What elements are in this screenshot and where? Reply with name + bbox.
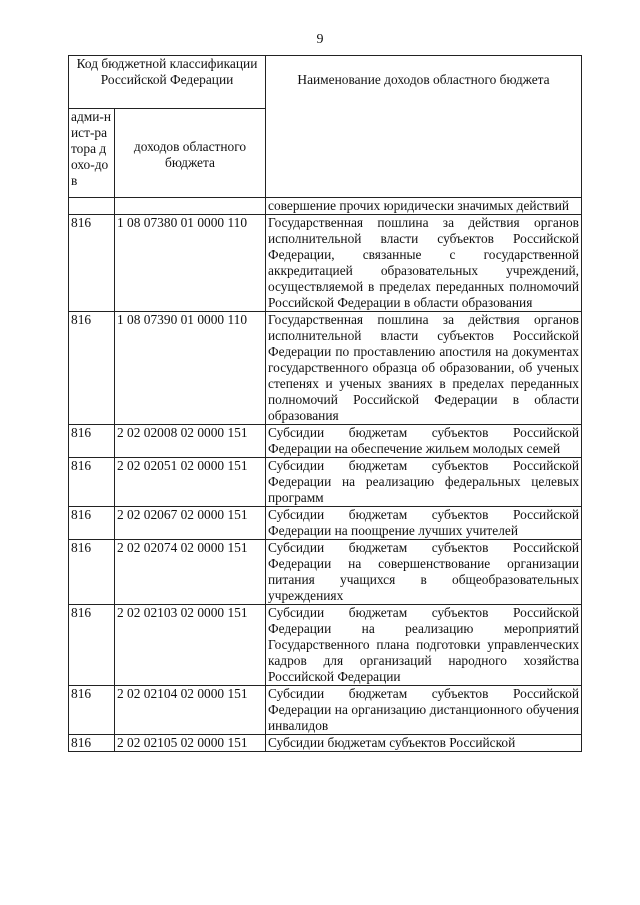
table-row: [69, 735, 582, 752]
budget-classification-table: [68, 55, 582, 752]
row-admin-code: 816: [69, 686, 115, 735]
table-row: [69, 215, 582, 312]
header-classification-code: Код бюджетной классификации Российской Федерации: [69, 56, 266, 109]
header-revenue-name: Наименование доходов областного бюджета: [266, 56, 582, 198]
row-admin-code: 816: [69, 540, 115, 605]
row-budget-code: 2 02 02103 02 0000 151: [115, 605, 266, 686]
row-admin-code: 816: [69, 458, 115, 507]
row-budget-code: 2 02 02067 02 0000 151: [115, 507, 266, 540]
row-revenue-name: Субсидии бюджетам субъектов Российской Федерации на совершенствование организации питания учащихся в общеобразовательных учреждениях: [266, 540, 582, 605]
row-budget-code: 2 02 02008 02 0000 151: [115, 425, 266, 458]
row-budget-code: 1 08 07390 01 0000 110: [115, 312, 266, 425]
row-revenue-name: Государственная пошлина за действия органов исполнительной власти субъектов Российской Федерации по проставлению апостиля на документах государственного образца об образовании, об ученых степенях и ученых званиях в пределах переданных полномочий Российской Федерации в области образования: [266, 312, 582, 425]
table-row: [69, 198, 582, 215]
header-administrator: адми-нист-ратора дохо-дов: [69, 109, 115, 198]
table-row: [69, 507, 582, 540]
row-revenue-name: Субсидии бюджетам субъектов Российской Федерации на поощрение лучших учителей: [266, 507, 582, 540]
row-budget-code: 1 08 07380 01 0000 110: [115, 215, 266, 312]
row-revenue-name: Субсидии бюджетам субъектов Российской Федерации на организацию дистанционного обучения инвалидов: [266, 686, 582, 735]
table-row: [69, 312, 582, 425]
row-budget-code: 2 02 02105 02 0000 151: [115, 735, 266, 752]
page-number: 9: [316, 32, 324, 47]
row-revenue-name: Субсидии бюджетам субъектов Российской: [266, 735, 582, 752]
row-revenue-name: совершение прочих юридически значимых действий: [266, 198, 582, 215]
row-budget-code: 2 02 02051 02 0000 151: [115, 458, 266, 507]
row-revenue-name: Субсидии бюджетам субъектов Российской Федерации на обеспечение жильем молодых семей: [266, 425, 582, 458]
row-admin-code: 816: [69, 735, 115, 752]
header-revenue-code: доходов областного бюджета: [115, 109, 266, 198]
table-row: [69, 605, 582, 686]
table-header-row-group: [69, 56, 582, 109]
table-row: [69, 425, 582, 458]
row-budget-code: 2 02 02104 02 0000 151: [115, 686, 266, 735]
row-admin-code: 816: [69, 312, 115, 425]
table-row: [69, 540, 582, 605]
row-admin-code: 816: [69, 425, 115, 458]
row-budget-code: [115, 198, 266, 215]
row-admin-code: 816: [69, 215, 115, 312]
row-revenue-name: Государственная пошлина за действия органов исполнительной власти субъектов Российской Федерации, связанные с государственной аккредитацией образовательных учреждений, осуществляемой в пределах переданных полномочий Российской Федерации в области образования: [266, 215, 582, 312]
row-admin-code: 816: [69, 605, 115, 686]
row-revenue-name: Субсидии бюджетам субъектов Российской Федерации на реализацию мероприятий Государственного плана подготовки управленческих кадров для организаций народного хозяйства Российской Федерации: [266, 605, 582, 686]
row-budget-code: 2 02 02074 02 0000 151: [115, 540, 266, 605]
row-admin-code: 816: [69, 507, 115, 540]
table-row: [69, 458, 582, 507]
row-admin-code: [69, 198, 115, 215]
table-row: [69, 686, 582, 735]
row-revenue-name: Субсидии бюджетам субъектов Российской Федерации на реализацию федеральных целевых программ: [266, 458, 582, 507]
